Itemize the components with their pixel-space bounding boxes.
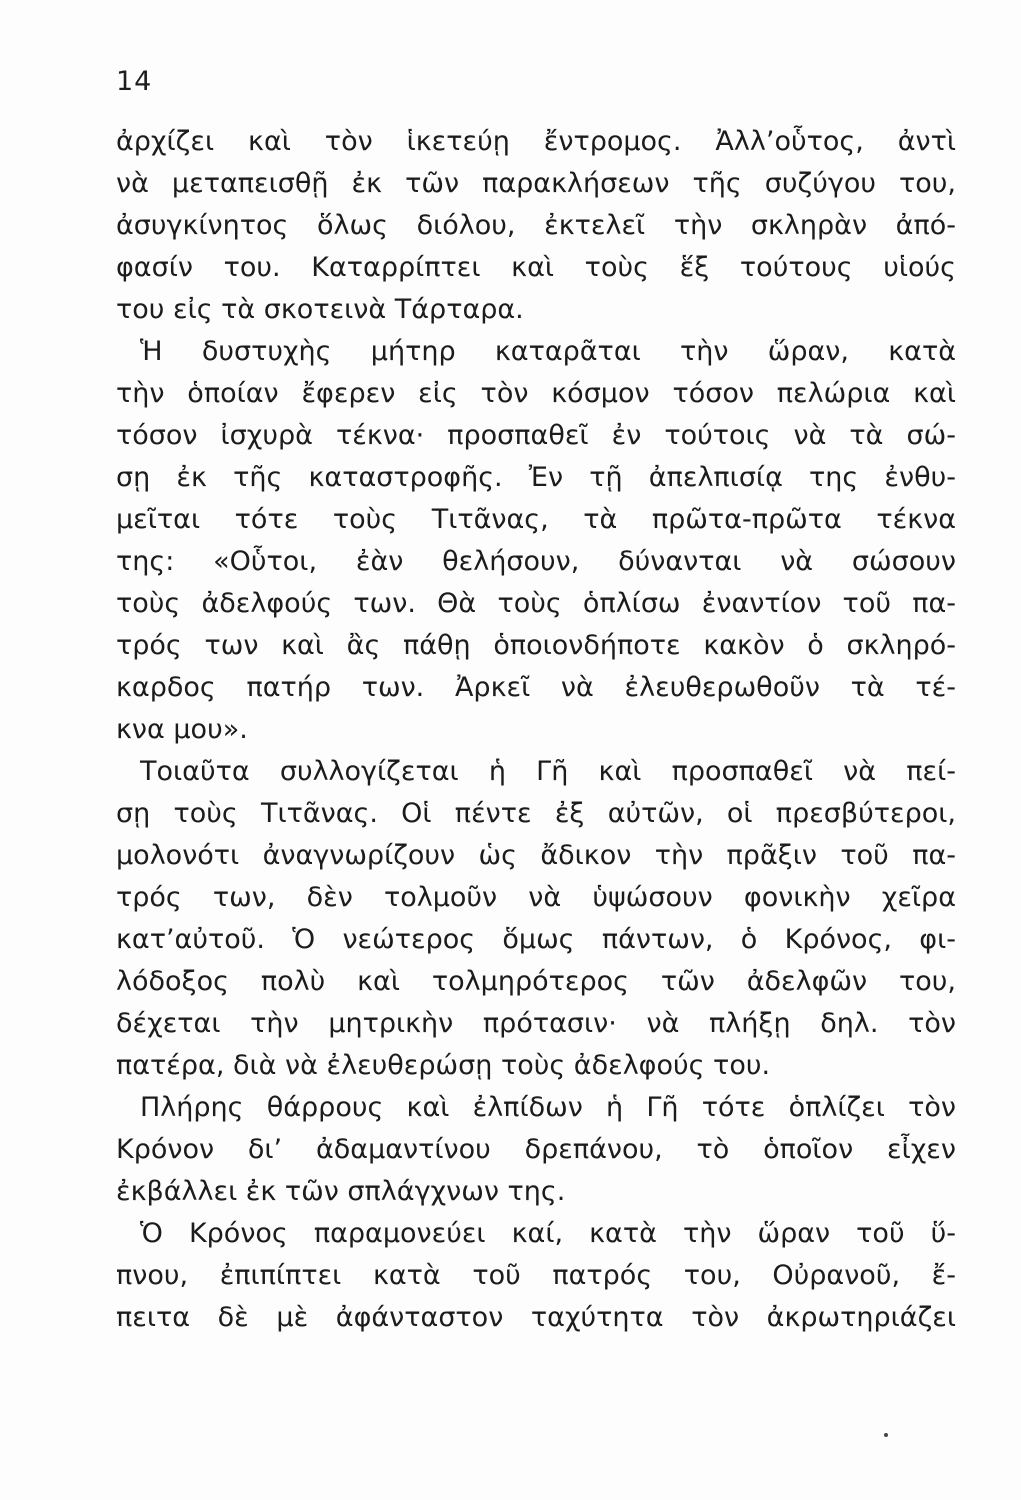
text-line: κνα μου». bbox=[116, 714, 248, 745]
paragraph-start-line: Ὁ Κρόνος παραμονεύει καί, κατὰ τὴν ὥραν τοῦ ὕ- bbox=[140, 1218, 956, 1249]
text-line: μεῖται τότε τοὺς Τιτᾶνας, τὰ πρῶτα-πρῶτα τέκνα bbox=[116, 504, 956, 535]
text-line: σῃ τοὺς Τιτᾶνας. Οἱ πέντε ἐξ αὐτῶν, οἱ πρεσβύτεροι, bbox=[116, 798, 956, 829]
text-line: τρός των, δὲν τολμοῦν νὰ ὑψώσουν φονικὴν χεῖρα bbox=[116, 882, 956, 913]
text-line: του εἰς τὰ σκοτεινὰ Τάρταρα. bbox=[116, 294, 524, 325]
text-line: τοὺς ἀδελφούς των. Θὰ τοὺς ὁπλίσω ἐναντίον τοῦ πα- bbox=[116, 588, 956, 619]
body-text bbox=[116, 121, 956, 1339]
text-line: πνου, ἐπιπίπτει κατὰ τοῦ πατρός του, Οὐρανοῦ, ἔ- bbox=[116, 1260, 956, 1291]
text-line: κατ’αὐτοῦ. Ὁ νεώτερος ὅμως πάντων, ὁ Κρόνος, φι- bbox=[116, 924, 956, 955]
text-line: ἐκβάλλει ἐκ τῶν σπλάγχνων της. bbox=[116, 1176, 566, 1207]
text-line: πειτα δὲ μὲ ἀφάνταστον ταχύτητα τὸν ἀκρωτηριάζει bbox=[116, 1302, 956, 1333]
text-line: της: «Οὗτοι, ἐὰν θελήσουν, δύνανται νὰ σώσουν bbox=[116, 546, 956, 577]
text-line: νὰ μεταπεισθῇ ἐκ τῶν παρακλήσεων τῆς συζύγου του, bbox=[116, 168, 956, 199]
ink-speck bbox=[884, 1433, 888, 1437]
text-line: μολονότι ἀναγνωρίζουν ὡς ἄδικον τὴν πρᾶξιν τοῦ πα- bbox=[116, 840, 956, 871]
paragraph-start-line: Πλήρης θάρρους καὶ ἐλπίδων ἡ Γῆ τότε ὁπλίζει τὸν bbox=[140, 1092, 956, 1123]
text-line: φασίν του. Καταρρίπτει καὶ τοὺς ἕξ τούτους υἱούς bbox=[116, 252, 956, 283]
paragraph-start-line: Τοιαῦτα συλλογίζεται ἡ Γῆ καὶ προσπαθεῖ νὰ πεί- bbox=[140, 756, 956, 787]
text-line: ἀσυγκίνητος ὅλως διόλου, ἐκτελεῖ τὴν σκληρὰν ἀπό- bbox=[116, 210, 956, 241]
page-number: 14 bbox=[116, 66, 153, 97]
text-line: πατέρα, διὰ νὰ ἐλευθερώσῃ τοὺς ἀδελφούς του. bbox=[116, 1050, 771, 1081]
text-line: σῃ ἐκ τῆς καταστροφῆς. Ἐν τῇ ἀπελπισίᾳ της ἐνθυ- bbox=[116, 462, 956, 493]
paragraph-start-line: Ἡ δυστυχὴς μήτηρ καταρᾶται τὴν ὥραν, κατὰ bbox=[140, 336, 956, 367]
text-line: τόσον ἰσχυρὰ τέκνα· προσπαθεῖ ἐν τούτοις νὰ τὰ σώ- bbox=[116, 420, 956, 451]
text-line: λόδοξος πολὺ καὶ τολμηρότερος τῶν ἀδελφῶν του, bbox=[116, 966, 956, 997]
text-line: τὴν ὁποίαν ἔφερεν εἰς τὸν κόσμον τόσον πελώρια καὶ bbox=[116, 378, 956, 409]
text-line: δέχεται τὴν μητρικὴν πρότασιν· νὰ πλήξῃ δηλ. τὸν bbox=[116, 1008, 956, 1039]
text-line: Κρόνον δι’ ἀδαμαντίνου δρεπάνου, τὸ ὁποῖον εἶχεν bbox=[116, 1134, 956, 1165]
text-line: τρός των καὶ ἂς πάθῃ ὁποιονδήποτε κακὸν ὁ σκληρό- bbox=[116, 630, 956, 661]
text-line: ἀρχίζει καὶ τὸν ἱκετεύῃ ἔντρομος. Ἀλλ’οὗτος, ἀντὶ bbox=[116, 126, 956, 157]
text-line: καρδος πατήρ των. Ἀρκεῖ νὰ ἐλευθερωθοῦν τὰ τέ- bbox=[116, 672, 956, 703]
